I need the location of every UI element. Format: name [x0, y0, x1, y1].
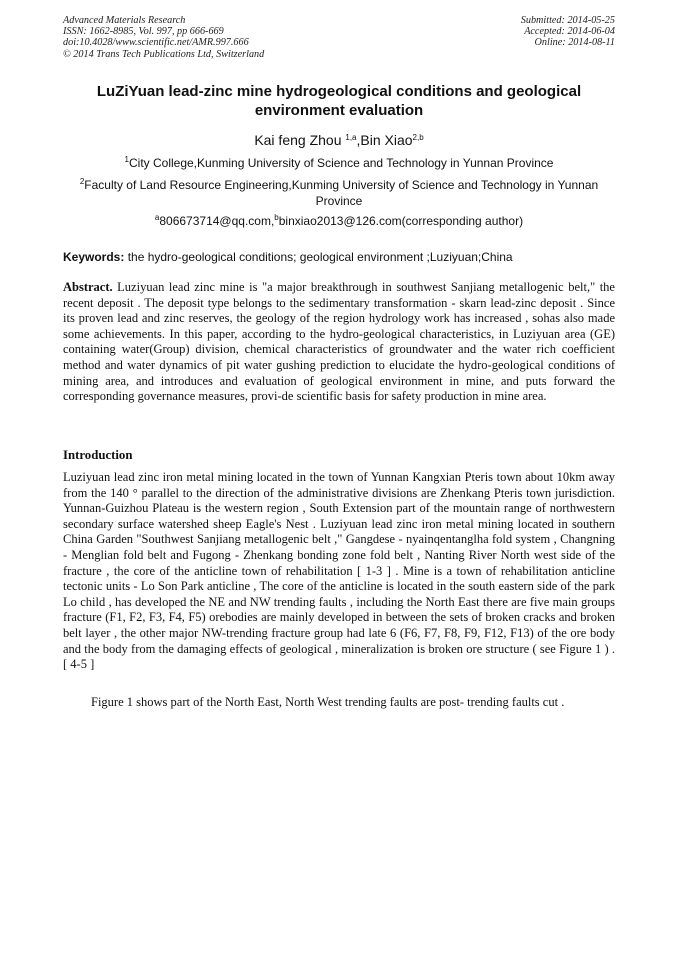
- abstract-text: Luziyuan lead zinc mine is "a major breakthrough in southwest Sanjiang metallogenic belt," the recent deposit . The deposit type belongs to the sedimentary transformation - skarn lead-zinc deposit . Since its proven lead and zinc reserves, the geology of the region hydrology work has increased , sohas also made some achievements. In this paper, according to the hydro-geological characteristics, in Luziyuan area (GE) containing water(Group) division, chemical characteristics of groundwater and the water rich coefficient method and water dynamics of pit water gushing prediction to elucidate the hydro-geological conditions of mining area, and introduces and evaluation of geological environment in mine, and puts forward the corresponding governance measures, provi-de scientific basis for safety production in mine area.: [63, 280, 615, 404]
- issn-volume: ISSN: 1662-8985, Vol. 997, pp 666-669: [63, 26, 224, 38]
- affiliation-1-text: City College,Kunming University of Science and Technology in Yunnan Province: [128, 156, 554, 170]
- keywords-text: the hydro-geological conditions; geological environment ;Luziyuan;China: [124, 250, 513, 264]
- email-a-marker: a: [154, 213, 160, 222]
- keywords-label: Keywords:: [63, 250, 125, 264]
- submission-dates: [521, 15, 615, 49]
- affiliation-1: [63, 156, 615, 172]
- introduction-paragraph-2: Figure 1 shows part of the North East, North West trending faults are post- trending faults cut .: [91, 695, 565, 709]
- abstract-label: Abstract.: [63, 280, 113, 294]
- email-b-marker: b: [274, 213, 279, 222]
- author-2-affil: 2,b: [412, 133, 424, 142]
- author-separator: ,: [356, 132, 361, 148]
- introduction-paragraph-1: Luziyuan lead zinc iron metal mining located in the town of Yunnan Kangxian Pteris town about 10km away from the 140 ° parallel to the direction of the administrative divisions are Zhenkang Pteris town jurisdiction. Yunnan-Guizhou Plateau is the western region , South Extension part of the mountain range of northwestern secondary surface watershed sheep Eagle's Nest . Luziyuan lead zinc iron metal mining located in southern China Garden "Southwest Sanjiang metallogenic belt ," Gangdese - nyainqentanglha fold system , Changning - Menglian fold belt and Fugong - Zhenkang bonding zone fold belt , Nanting River North west side of the fracture , the core of the anticline town of rehabilitation [ 1-3 ] . Mine is a town of rehabilitation anticline tectonic units - Lo Son Park anticline , The core of the anticline is located in the south eastern side of the park Lo child , has developed the NE and NW trending faults , including the North East there are five main groups fracture (F1, F2, F3, F4, F5) orebodies are mainly developed in between the sets of broken cracks and broken belt layer , the other major NW-trending fracture group had late 6 (F6, F7, F8, F9, F12, F13) of the ore body and the body from the damaging effects of geological , mineralization is broken ore structure ( see Figure 1 ) . [ 4-5 ]: [63, 470, 615, 672]
- journal-name: Advanced Materials Research: [63, 15, 186, 26]
- author-1: Kai feng Zhou: [254, 132, 346, 148]
- paper-title: [63, 82, 615, 120]
- journal-info: [63, 15, 264, 60]
- affiliation-2-marker: 2: [79, 177, 85, 186]
- email-a: 806673714@qq.com,: [159, 214, 275, 228]
- doi: doi:10.4028/www.scientific.net/AMR.997.666: [63, 37, 249, 49]
- authors: [63, 131, 615, 149]
- affiliation-2: [63, 178, 615, 209]
- author-2: Bin Xiao: [360, 132, 413, 148]
- title-line-1: LuZiYuan lead-zinc mine hydrogeological conditions and geological: [96, 83, 582, 100]
- online-date: Online: 2014-08-11: [534, 37, 615, 49]
- email-b: binxiao2013@126.com(corresponding author): [278, 214, 524, 228]
- keywords: [63, 250, 615, 265]
- author-1-affil: 1,a: [345, 133, 357, 142]
- copyright: © 2014 Trans Tech Publications Ltd, Switzerland: [63, 48, 265, 60]
- affiliation-1-marker: 1: [124, 155, 129, 164]
- abstract: [63, 280, 615, 405]
- author-emails: [63, 214, 615, 230]
- accepted-date: Accepted: 2014-06-04: [524, 26, 615, 38]
- submitted-date: Submitted: 2014-05-25: [520, 15, 615, 26]
- affiliation-2-text: Faculty of Land Resource Engineering,Kunming University of Science and Technology in Yunnan Province: [84, 178, 599, 208]
- introduction-heading: Introduction: [63, 448, 133, 462]
- title-line-2: environment evaluation: [254, 102, 424, 119]
